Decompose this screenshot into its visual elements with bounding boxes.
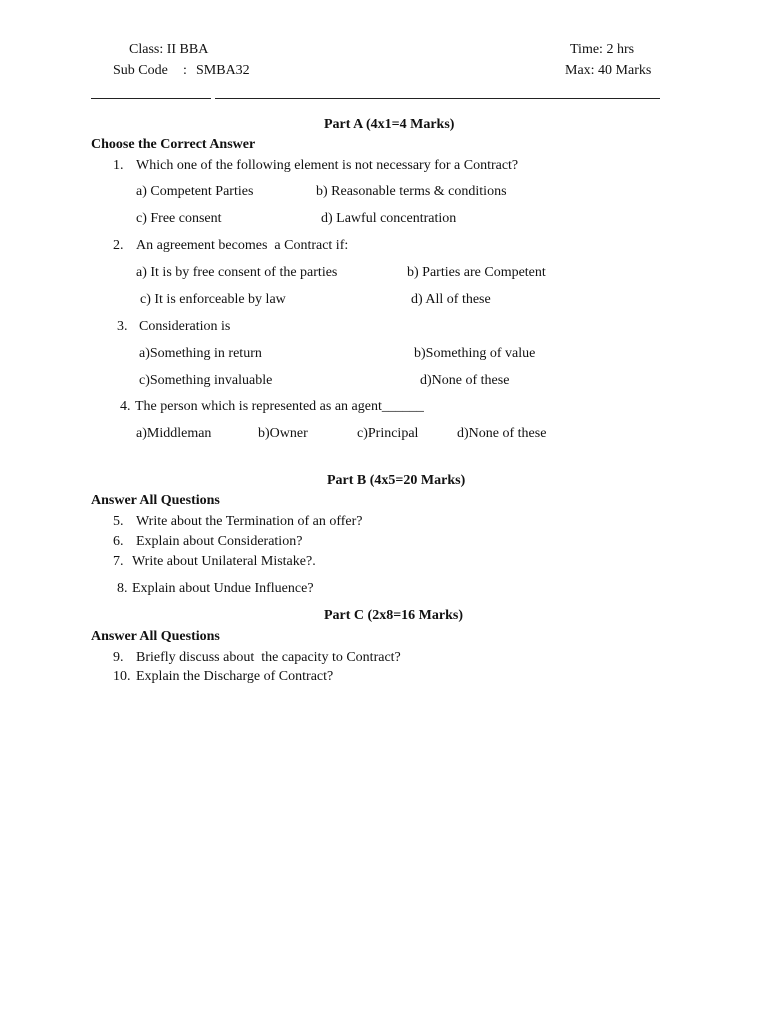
answer-option: d)None of these bbox=[420, 373, 510, 388]
question-text: The person which is represented as an agent______ bbox=[135, 399, 424, 414]
part-b-instruction: Answer All Questions bbox=[91, 493, 220, 508]
answer-option: b) Parties are Competent bbox=[407, 265, 546, 280]
answer-option: c) It is enforceable by law bbox=[140, 292, 286, 307]
sub-code-label: Sub Code bbox=[113, 63, 168, 78]
question-number: 2. bbox=[113, 238, 124, 253]
question-number: 1. bbox=[113, 158, 124, 173]
answer-option: b)Owner bbox=[258, 426, 308, 441]
question-number: 5. bbox=[113, 514, 124, 529]
class-label: Class: II BBA bbox=[129, 42, 209, 57]
part-a-instruction: Choose the Correct Answer bbox=[91, 137, 256, 152]
answer-option: a)Something in return bbox=[139, 346, 262, 361]
question-text: Explain about Undue Influence? bbox=[132, 581, 314, 596]
answer-option: d)None of these bbox=[457, 426, 547, 441]
answer-option: c)Principal bbox=[357, 426, 419, 441]
answer-option: b) Reasonable terms & conditions bbox=[316, 184, 507, 199]
question-text: Which one of the following element is not necessary for a Contract? bbox=[136, 158, 519, 173]
answer-option: d) All of these bbox=[411, 292, 491, 307]
part-b-title: Part B (4x5=20 Marks) bbox=[327, 473, 466, 488]
sub-code-value: SMBA32 bbox=[196, 63, 250, 78]
header-rule-right bbox=[215, 98, 660, 99]
question-text: Consideration is bbox=[139, 319, 231, 334]
question-text: Explain about Consideration? bbox=[136, 534, 303, 549]
sub-code-separator: : bbox=[183, 63, 187, 78]
answer-option: c) Free consent bbox=[136, 211, 222, 226]
question-number: 7. bbox=[113, 554, 124, 569]
answer-option: a)Middleman bbox=[136, 426, 212, 441]
question-number: 3. bbox=[117, 319, 128, 334]
time-label: Time: 2 hrs bbox=[570, 42, 635, 57]
part-c-title: Part C (2x8=16 Marks) bbox=[324, 608, 464, 623]
question-number: 8. bbox=[117, 581, 128, 596]
question-text: Explain the Discharge of Contract? bbox=[136, 669, 334, 684]
answer-option: d) Lawful concentration bbox=[321, 211, 457, 226]
question-text: Briefly discuss about the capacity to Contract? bbox=[136, 650, 401, 665]
part-c-instruction: Answer All Questions bbox=[91, 629, 220, 644]
question-text: An agreement becomes a Contract if: bbox=[136, 238, 349, 253]
question-number: 6. bbox=[113, 534, 124, 549]
max-marks-label: Max: 40 Marks bbox=[565, 63, 652, 78]
question-number: 4. bbox=[120, 399, 131, 414]
question-text: Write about the Termination of an offer? bbox=[136, 514, 363, 529]
part-a-title: Part A (4x1=4 Marks) bbox=[324, 117, 455, 132]
question-number: 10. bbox=[113, 669, 131, 684]
answer-option: c)Something invaluable bbox=[139, 373, 273, 388]
answer-option: a) It is by free consent of the parties bbox=[136, 265, 338, 280]
question-text: Write about Unilateral Mistake?. bbox=[132, 554, 316, 569]
answer-option: b)Something of value bbox=[414, 346, 536, 361]
answer-option: a) Competent Parties bbox=[136, 184, 254, 199]
question-number: 9. bbox=[113, 650, 124, 665]
header-rule-left bbox=[91, 98, 211, 99]
